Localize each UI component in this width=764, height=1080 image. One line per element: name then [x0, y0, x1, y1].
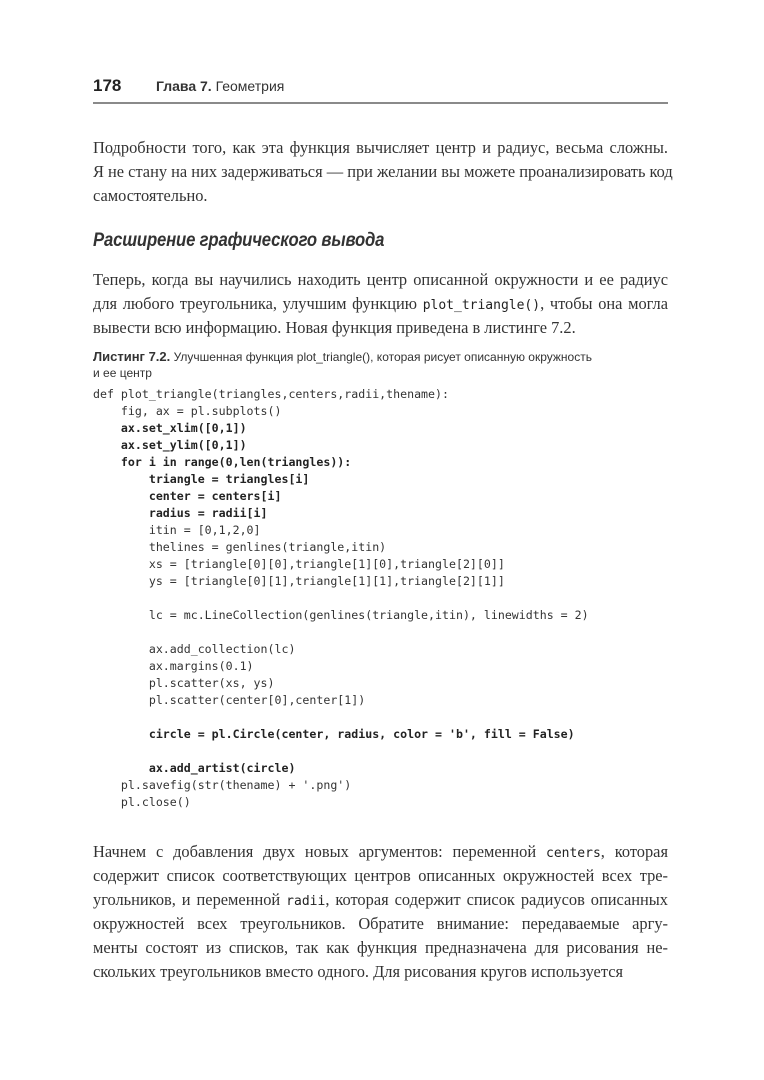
listing-caption	[93, 349, 683, 381]
text-segment: , чтобы она могла	[540, 294, 668, 313]
text-segment: содержит список соответствующих центров описанных окружностей всех тре-	[93, 866, 668, 885]
paragraph-1	[93, 136, 673, 208]
code-line	[93, 709, 589, 726]
text-segment: самостоятельно.	[93, 186, 208, 205]
text-segment: менты состоят из списков, так как функция предназначена для рисования не-	[93, 938, 668, 957]
paragraph-3	[93, 840, 668, 984]
text-segment: Начнем с добавления двух новых аргументов: переменной	[93, 842, 546, 861]
code-line: triangle = triangles[i]	[93, 472, 310, 486]
chapter-title	[156, 78, 284, 94]
text-segment: угольников, и переменной	[93, 890, 287, 909]
text-segment: Подробности того, как эта функция вычисляет центр и радиус, весьма сложны.	[93, 138, 668, 157]
text-line	[93, 160, 673, 184]
text-segment: окружностей всех треугольников. Обратите внимание: передаваемые аргу-	[93, 914, 668, 933]
text-line	[93, 292, 668, 316]
code-line: xs = [triangle[0][0],triangle[1][0],triangle[2][0]]	[93, 557, 505, 571]
text-line	[93, 840, 668, 864]
code-line: def plot_triangle(triangles,centers,radii,thename):	[93, 387, 449, 401]
code-line: center = centers[i]	[93, 489, 282, 503]
chapter-label: Глава 7.	[156, 78, 212, 94]
text-segment: , которая содержит список радиусов описанных	[325, 890, 668, 909]
code-line: lc = mc.LineCollection(genlines(triangle,itin), linewidths = 2)	[93, 608, 589, 622]
code-line	[93, 590, 589, 607]
code-line: pl.savefig(str(thename) + '.png')	[93, 778, 352, 792]
code-line: pl.close()	[93, 795, 191, 809]
text-line	[93, 936, 668, 960]
code-line: ax.add_collection(lc)	[93, 642, 296, 656]
code-line: pl.scatter(center[0],center[1])	[93, 693, 366, 707]
text-line	[93, 864, 668, 888]
section-heading: Расширение графического вывода	[93, 230, 385, 251]
code-line: pl.scatter(xs, ys)	[93, 676, 275, 690]
running-header	[93, 72, 668, 104]
text-segment: Я не стану на них задерживаться — при желании вы можете проанализировать код	[93, 162, 673, 181]
code-line	[93, 624, 589, 641]
text-line	[93, 888, 668, 912]
inline-code: centers	[546, 846, 601, 861]
text-line	[93, 268, 668, 292]
listing-caption-text-cont: и ее центр	[93, 366, 152, 380]
code-line: thelines = genlines(triangle,itin)	[93, 540, 387, 554]
text-line	[93, 960, 668, 984]
code-line: radius = radii[i]	[93, 506, 268, 520]
chapter-name: Геометрия	[215, 78, 285, 94]
text-segment: , которая	[600, 842, 668, 861]
listing-caption-text: Улучшенная функция plot_triangle(), которая рисует описанную окружность	[173, 350, 592, 364]
text-segment: скольких треугольников вместо одного. Для рисования кругов используется	[93, 962, 624, 981]
listing-label: Листинг 7.2.	[93, 349, 171, 364]
inline-code: radii	[286, 894, 326, 909]
code-line: itin = [0,1,2,0]	[93, 523, 261, 537]
code-line: ax.set_ylim([0,1])	[93, 438, 247, 452]
inline-code: plot_triangle()	[422, 298, 541, 313]
code-line: fig, ax = pl.subplots()	[93, 404, 282, 418]
code-line: ax.set_xlim([0,1])	[93, 421, 247, 435]
text-segment: Теперь, когда вы научились находить центр описанной окружности и ее радиус	[93, 270, 668, 289]
code-listing	[93, 386, 589, 811]
text-segment: для любого треугольника, улучшим функцию	[93, 294, 423, 313]
code-line: ax.margins(0.1)	[93, 659, 254, 673]
text-line	[93, 316, 668, 340]
code-line: circle = pl.Circle(center, radius, color = 'b', fill = False)	[93, 727, 575, 741]
text-segment: вывести всю информацию. Новая функция приведена в листинге 7.2.	[93, 318, 576, 337]
text-line	[93, 184, 668, 208]
page-number: 178	[93, 76, 122, 95]
code-line	[93, 743, 589, 760]
text-line	[93, 912, 668, 936]
code-line: for i in range(0,len(triangles)):	[93, 455, 352, 469]
paragraph-2	[93, 268, 668, 340]
code-line: ys = [triangle[0][1],triangle[1][1],triangle[2][1]]	[93, 574, 505, 588]
code-line: ax.add_artist(circle)	[93, 761, 296, 775]
text-line	[93, 136, 668, 160]
